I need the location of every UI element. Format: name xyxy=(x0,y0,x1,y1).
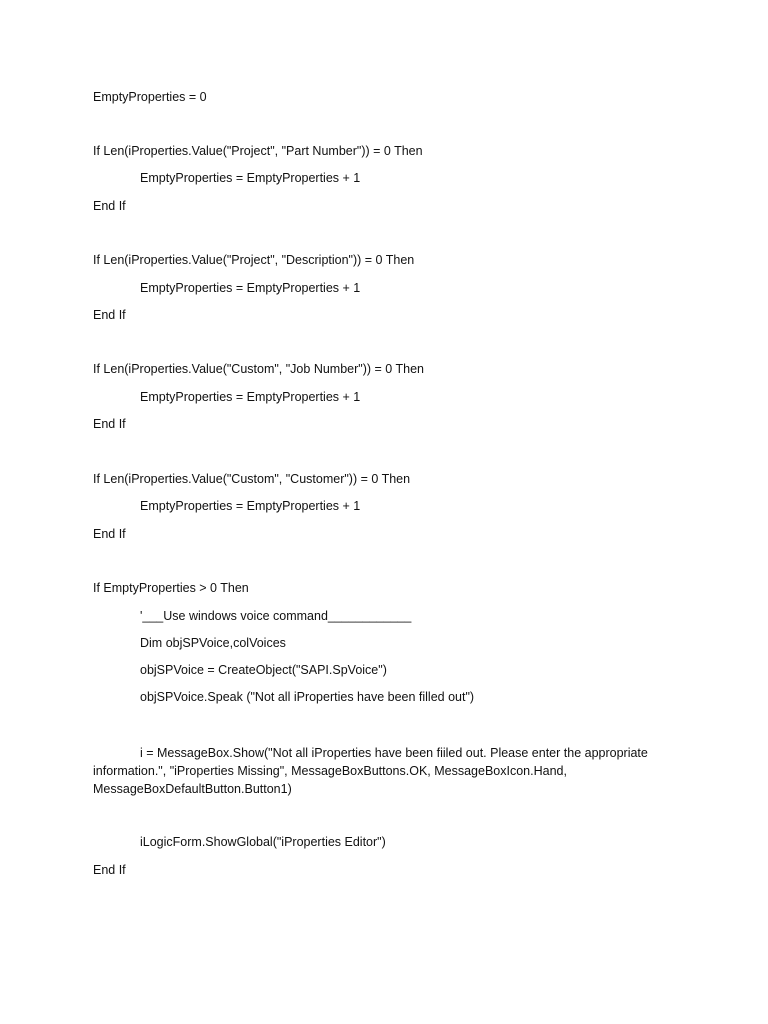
code-line-voice-comment: '___Use windows voice command____________ xyxy=(140,609,412,623)
code-paragraph-messagebox xyxy=(93,744,683,798)
code-line-empty-init: EmptyProperties = 0 xyxy=(93,90,207,104)
code-line-speak: objSPVoice.Speak ("Not all iProperties have been filled out") xyxy=(140,690,475,704)
code-line-increment-4: EmptyProperties = EmptyProperties + 1 xyxy=(140,499,361,513)
code-line-messagebox: i = MessageBox.Show("Not all iProperties have been fiiled out. Please enter the appropriate information.", "iProperties Missing", MessageBoxButtons.OK, MessageBoxIcon.Hand, MessageBoxDefaultButton.Button1) xyxy=(93,746,648,796)
code-line-increment-3: EmptyProperties = EmptyProperties + 1 xyxy=(140,390,361,404)
code-line-end-if-2: End If xyxy=(93,308,126,322)
code-line-if-job-number: If Len(iProperties.Value("Custom", "Job Number")) = 0 Then xyxy=(93,362,424,376)
code-line-end-if-3: End If xyxy=(93,417,126,431)
code-line-if-customer: If Len(iProperties.Value("Custom", "Customer")) = 0 Then xyxy=(93,472,411,486)
code-line-increment-2: EmptyProperties = EmptyProperties + 1 xyxy=(140,281,361,295)
code-line-if-empty-properties: If EmptyProperties > 0 Then xyxy=(93,581,249,595)
code-line-show-global: iLogicForm.ShowGlobal("iProperties Editor") xyxy=(140,835,386,849)
code-line-end-if-final: End If xyxy=(93,863,126,877)
code-line-dim-voice: Dim objSPVoice,colVoices xyxy=(140,636,286,650)
code-line-end-if-1: End If xyxy=(93,199,126,213)
code-line-increment-1: EmptyProperties = EmptyProperties + 1 xyxy=(140,171,361,185)
code-line-create-object: objSPVoice = CreateObject("SAPI.SpVoice") xyxy=(140,663,387,677)
code-line-if-part-number: If Len(iProperties.Value("Project", "Part Number")) = 0 Then xyxy=(93,144,423,158)
code-line-if-description: If Len(iProperties.Value("Project", "Description")) = 0 Then xyxy=(93,253,415,267)
code-line-end-if-4: End If xyxy=(93,527,126,541)
